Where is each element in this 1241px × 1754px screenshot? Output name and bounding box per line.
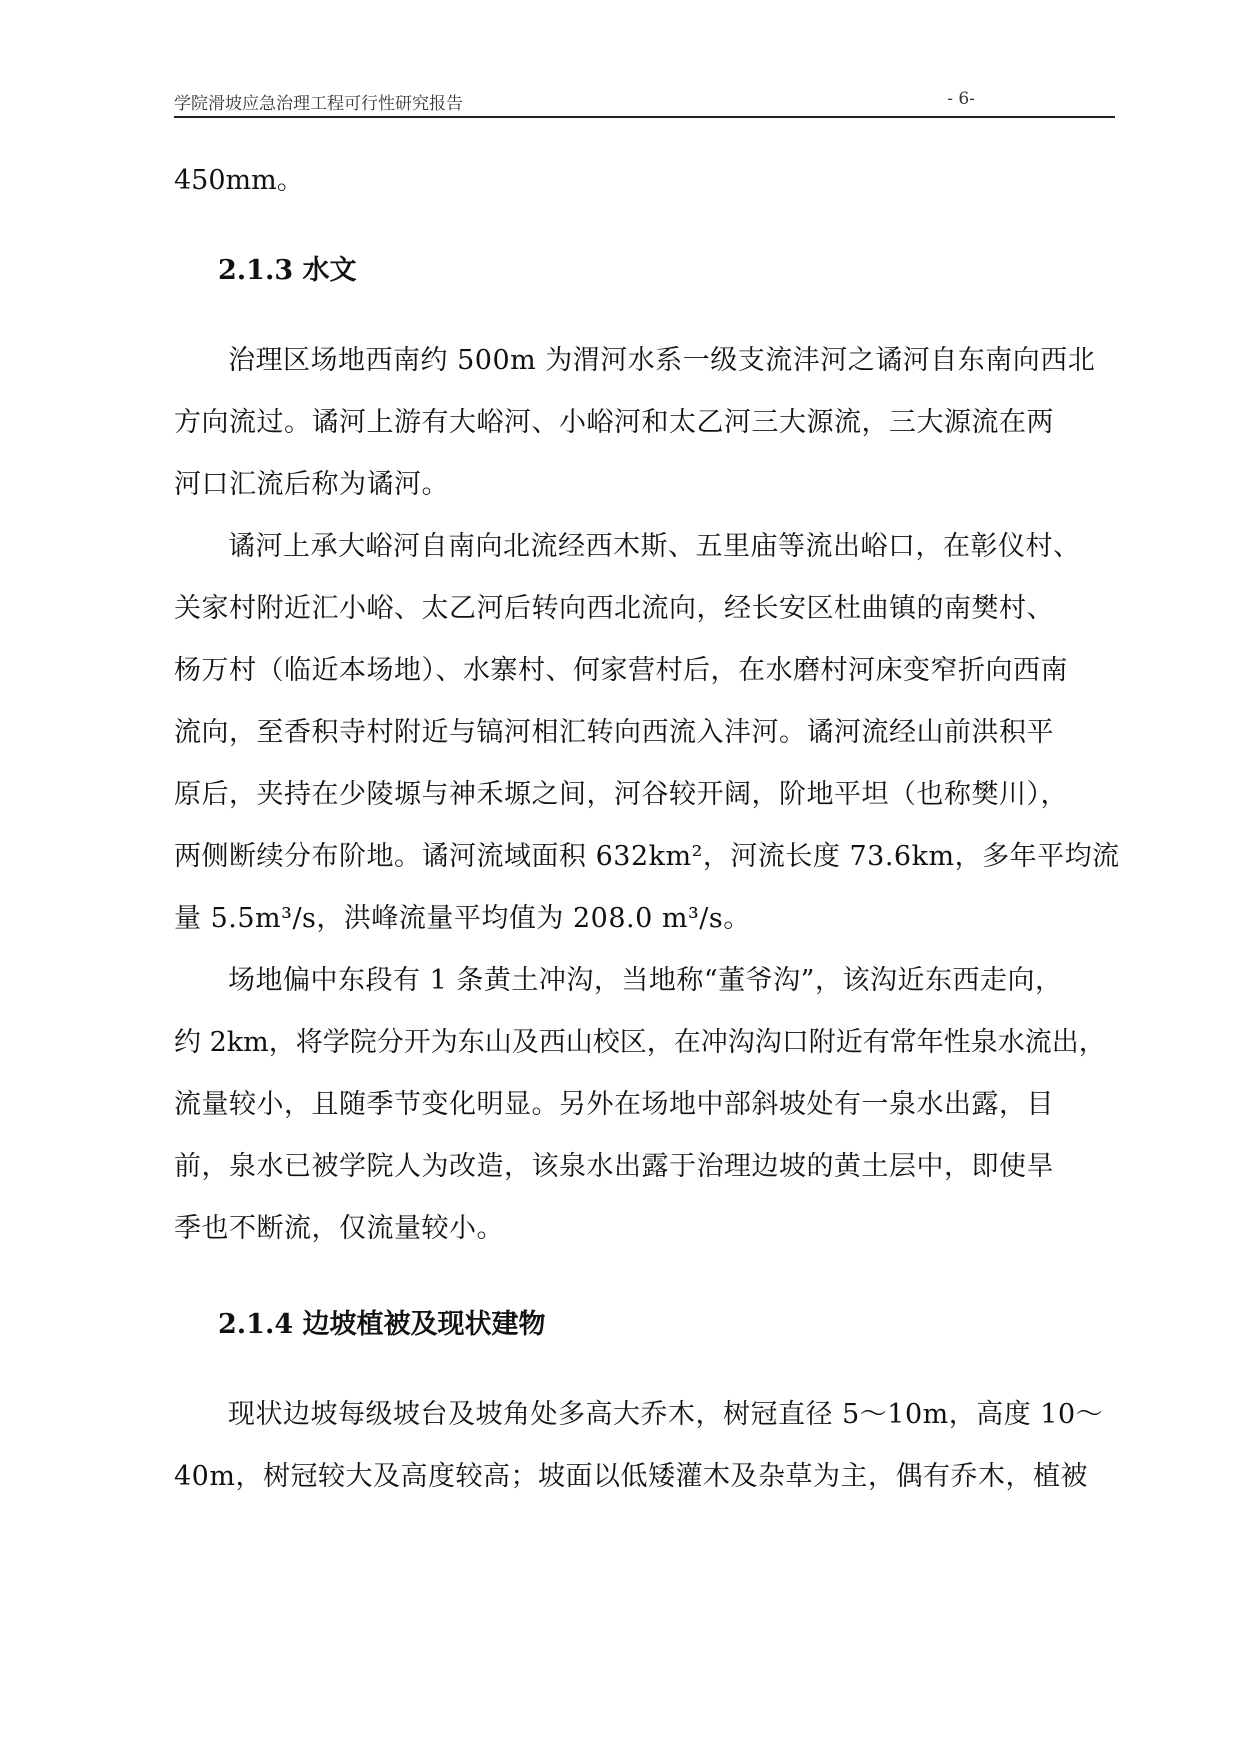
text-line: 约 2km，将学院分开为东山及西山校区，在冲沟沟口附近有常年性泉水流出， <box>174 1027 1106 1058</box>
header-title: 学院滑坡应急治理工程可行性研究报告 <box>174 94 463 114</box>
text-line: 流向，至香积寺村附近与镐河相汇转向西流入沣河。谲河流经山前洪积平 <box>174 717 1054 748</box>
paragraph <box>174 330 1115 516</box>
text-line: 流量较小，且随季节变化明显。另外在场地中部斜坡处有一泉水出露，目 <box>174 1089 1054 1120</box>
text-line: 谲河上承大峪河自南向北流经西木斯、五里庙等流出峪口，在彰仪村、 <box>228 531 1081 562</box>
text-line: 关家村附近汇小峪、太乙河后转向西北流向，经长安区杜曲镇的南樊村、 <box>174 593 1054 624</box>
text-line: 原后，夹持在少陵塬与神禾塬之间，河谷较开阔，阶地平坦（也称樊川）， <box>174 779 1068 810</box>
text-line: 治理区场地西南约 500m 为渭河水系一级支流沣河之谲河自东南向西北 <box>228 345 1096 376</box>
paragraph <box>174 516 1120 950</box>
text-line: 两侧断续分布阶地。谲河流域面积 632km²，河流长度 73.6km，多年平均流 <box>174 841 1120 872</box>
spacer <box>174 1356 1115 1384</box>
text-line: 河口汇流后称为谲河。 <box>174 469 449 500</box>
section-heading-hydrology: 2.1.3 水文 <box>218 255 357 286</box>
text-line: 40m，树冠较大及高度较高；坡面以低矮灌木及杂草为主，偶有乔木，植被 <box>174 1461 1088 1492</box>
text-line: 现状边坡每级坡台及坡角处多高大乔木，树冠直径 5～10m，高度 10～ <box>228 1399 1104 1430</box>
paragraph <box>174 1384 1115 1508</box>
text-line: 季也不断流，仅流量较小。 <box>174 1213 504 1244</box>
spacer <box>174 302 1115 330</box>
page-number: - 6- <box>947 89 975 109</box>
section-heading-vegetation: 2.1.4 边坡植被及现状建物 <box>218 1309 546 1340</box>
text-line: 杨万村（临近本场地）、水寨村、何家营村后，在水磨村河床变窄折向西南 <box>174 655 1068 686</box>
page-header <box>174 88 1115 118</box>
text-line: 前，泉水已被学院人为改造，该泉水出露于治理边坡的黄土层中，即使旱 <box>174 1151 1054 1182</box>
text-line: 场地偏中东段有 1 条黄土冲沟，当地称“董爷沟”，该沟近东西走向， <box>228 965 1063 996</box>
text-line: 方向流过。谲河上游有大峪河、小峪河和太乙河三大源流，三大源流在两 <box>174 407 1054 438</box>
document-body <box>174 150 1120 1508</box>
continued-text-line: 450mm。 <box>174 165 304 196</box>
spacer <box>174 1260 1115 1294</box>
paragraph <box>174 950 1115 1260</box>
spacer <box>174 212 1115 240</box>
text-line: 量 5.5m³/s，洪峰流量平均值为 208.0 m³/s。 <box>174 903 751 934</box>
